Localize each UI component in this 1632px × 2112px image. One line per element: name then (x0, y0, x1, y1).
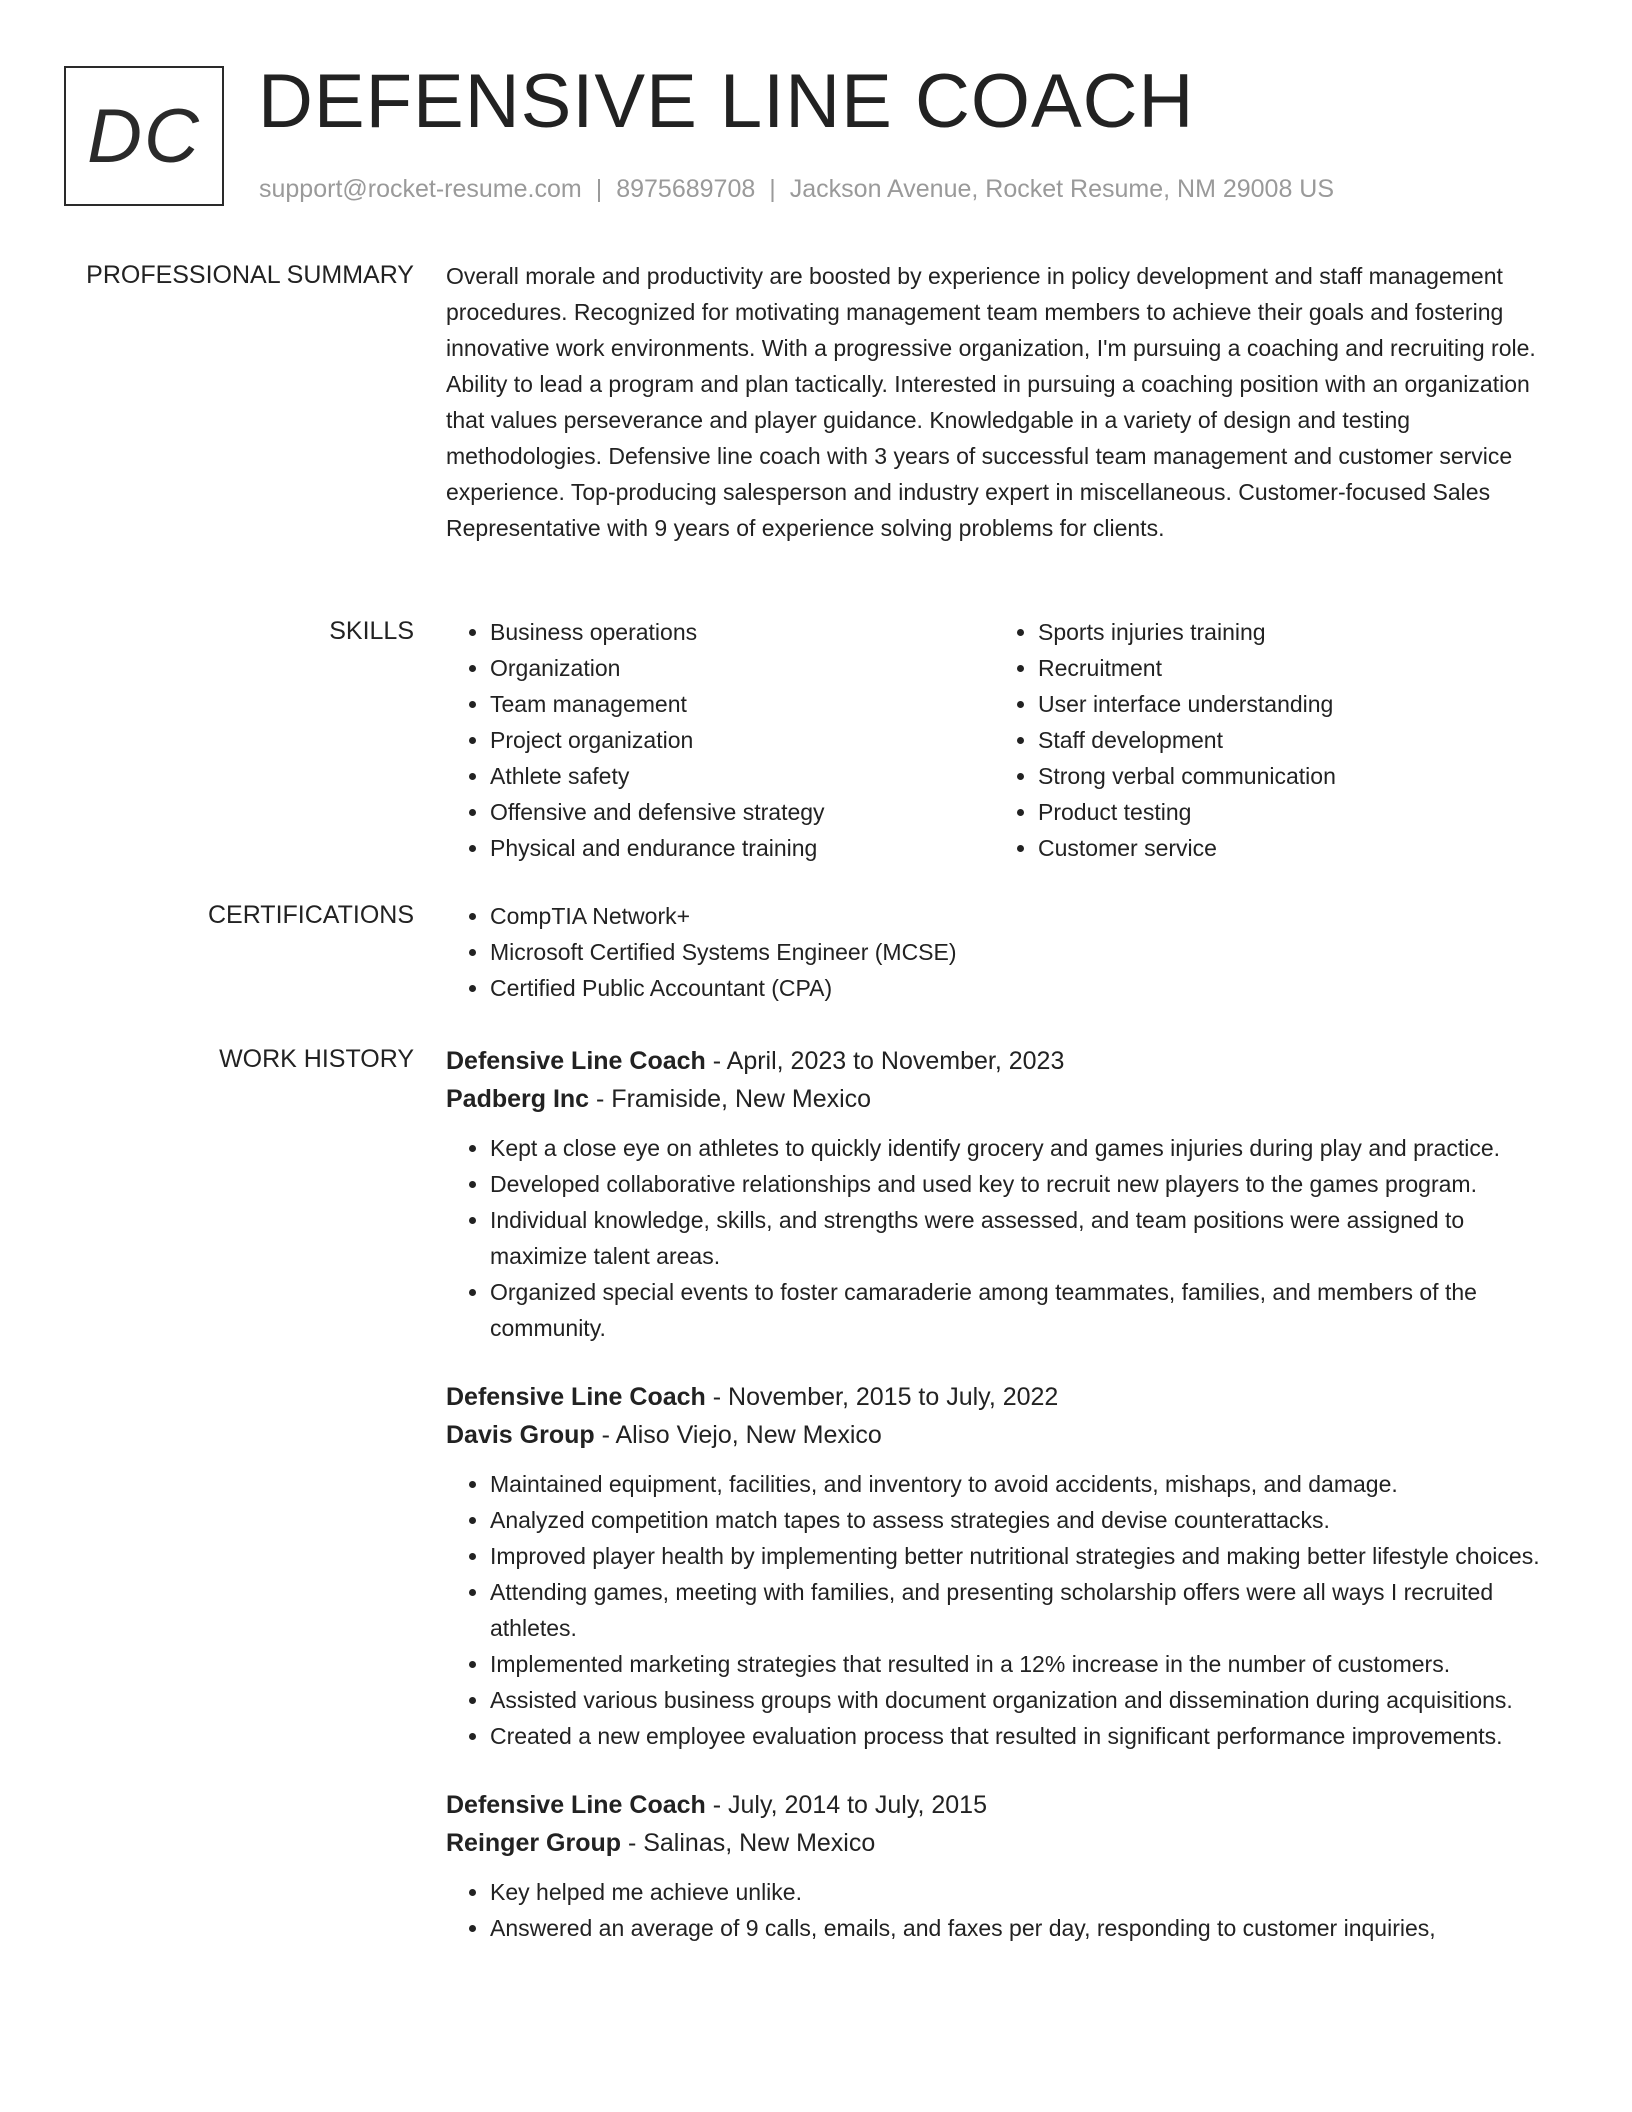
job-title-line (446, 1378, 1561, 1416)
skill-item: • Product testing (1038, 794, 1542, 830)
job-bullet: • Assisted various business groups with document organization and dissemination during acquisitions. (490, 1682, 1561, 1718)
job-bullet: • Analyzed competition match tapes to assess strategies and devise counterattacks. (490, 1502, 1561, 1538)
skill-item: • Team management (490, 686, 994, 722)
job-bullets (446, 1466, 1561, 1754)
certifications-body (446, 898, 1561, 1006)
job-bullet: • Kept a close eye on athletes to quickly identify grocery and games injuries during play and practice. (490, 1130, 1561, 1166)
skills-list-left (446, 614, 994, 866)
job-location: - Salinas, New Mexico (621, 1829, 876, 1857)
job-bullet: • Answered an average of 9 calls, emails, and faxes per day, responding to customer inquiries, (490, 1910, 1561, 1946)
job-bullet: • Developed collaborative relationships and used key to recruit new players to the games program. (490, 1166, 1561, 1202)
job-title-line (446, 1042, 1561, 1080)
job-bullet: • Implemented marketing strategies that resulted in a 12% increase in the number of customers. (490, 1646, 1561, 1682)
job-title: Defensive Line Coach (446, 1383, 706, 1411)
job-dates: - November, 2015 to July, 2022 (705, 1383, 1059, 1411)
skill-item: • Strong verbal communication (1038, 758, 1542, 794)
job-dates: - April, 2023 to November, 2023 (705, 1047, 1065, 1075)
job-dates: - July, 2014 to July, 2015 (705, 1791, 987, 1819)
job-bullet: • Maintained equipment, facilities, and inventory to avoid accidents, mishaps, and damage. (490, 1466, 1561, 1502)
job-bullet: • Key helped me achieve unlike. (490, 1874, 1561, 1910)
summary-body (446, 258, 1561, 546)
certification-item: • Certified Public Accountant (CPA) (490, 970, 1561, 1006)
job-company-line (446, 1824, 1561, 1862)
job-title: Defensive Line Coach (446, 1047, 706, 1075)
section-label-skills: SKILLS (329, 617, 414, 645)
certifications-list (446, 898, 1561, 1006)
job-bullet: • Attending games, meeting with families, and presenting scholarship offers were all ways I recruited athletes. (490, 1574, 1561, 1646)
contact-line (259, 172, 1334, 206)
skill-item: • Offensive and defensive strategy (490, 794, 994, 830)
skills-list-right (994, 614, 1542, 866)
section-label-summary: PROFESSIONAL SUMMARY (86, 261, 414, 289)
skill-item: • Business operations (490, 614, 994, 650)
job-bullets (446, 1130, 1561, 1346)
skill-item: • Customer service (1038, 830, 1542, 866)
skills-body (446, 614, 1561, 866)
certification-item: • CompTIA Network+ (490, 898, 1561, 934)
skill-item: • Recruitment (1038, 650, 1542, 686)
job-entry (446, 1042, 1561, 1346)
contact-address: Jackson Avenue, Rocket Resume, NM 29008 US (789, 175, 1335, 203)
skill-item: • Organization (490, 650, 994, 686)
job-entry (446, 1378, 1561, 1754)
skill-item: • Staff development (1038, 722, 1542, 758)
contact-phone: 8975689708 (616, 175, 756, 203)
job-title: Defensive Line Coach (446, 1791, 706, 1819)
page-title: DEFENSIVE LINE COACH (258, 59, 1195, 144)
contact-separator: | (595, 175, 603, 203)
job-bullets (446, 1874, 1561, 1946)
section-label-certifications: CERTIFICATIONS (207, 901, 414, 929)
skill-item: • Physical and endurance training (490, 830, 994, 866)
contact-email: support@rocket-resume.com (259, 175, 582, 203)
job-bullet: • Improved player health by implementing better nutritional strategies and making better lifestyle choices. (490, 1538, 1561, 1574)
job-company-line (446, 1416, 1561, 1454)
job-company: Padberg Inc (446, 1085, 590, 1113)
work-history-body (446, 1042, 1561, 1978)
monogram: DC (64, 66, 224, 206)
section-label-work-history: WORK HISTORY (219, 1045, 414, 1073)
job-location: - Framiside, New Mexico (589, 1085, 872, 1113)
job-entry (446, 1786, 1561, 1946)
skill-item: • User interface understanding (1038, 686, 1542, 722)
skill-item: • Sports injuries training (1038, 614, 1542, 650)
job-company: Reinger Group (446, 1829, 622, 1857)
skill-item: • Athlete safety (490, 758, 994, 794)
job-bullet: • Organized special events to foster camaraderie among teammates, families, and members of the community. (490, 1274, 1561, 1346)
skill-item: • Project organization (490, 722, 994, 758)
certification-item: • Microsoft Certified Systems Engineer (MCSE) (490, 934, 1561, 970)
job-title-line (446, 1786, 1561, 1824)
job-location: - Aliso Viejo, New Mexico (594, 1421, 882, 1449)
job-company: Davis Group (446, 1421, 595, 1449)
summary-text: Overall morale and productivity are boosted by experience in policy development and staff management procedures. Recognized for motivating management team members to achieve their goals and fostering innovative work environments. With a progressive organization, I'm pursuing a coaching and recruiting role. Ability to lead a program and plan tactically. Interested in pursuing a coaching position with an organization that values perseverance and player guidance. Knowledgable in a variety of design and testing methodologies. Defensive line coach with 3 years of successful team management and customer service experience. Top-producing salesperson and industry expert in miscellaneous. Customer-focused Sales Representative with 9 years of experience solving problems for clients. (446, 263, 1536, 541)
job-bullet: • Created a new employee evaluation process that resulted in significant performance improvements. (490, 1718, 1561, 1754)
job-bullet: • Individual knowledge, skills, and strengths were assessed, and team positions were assigned to maximize talent areas. (490, 1202, 1561, 1274)
job-company-line (446, 1080, 1561, 1118)
contact-separator: | (769, 175, 776, 203)
